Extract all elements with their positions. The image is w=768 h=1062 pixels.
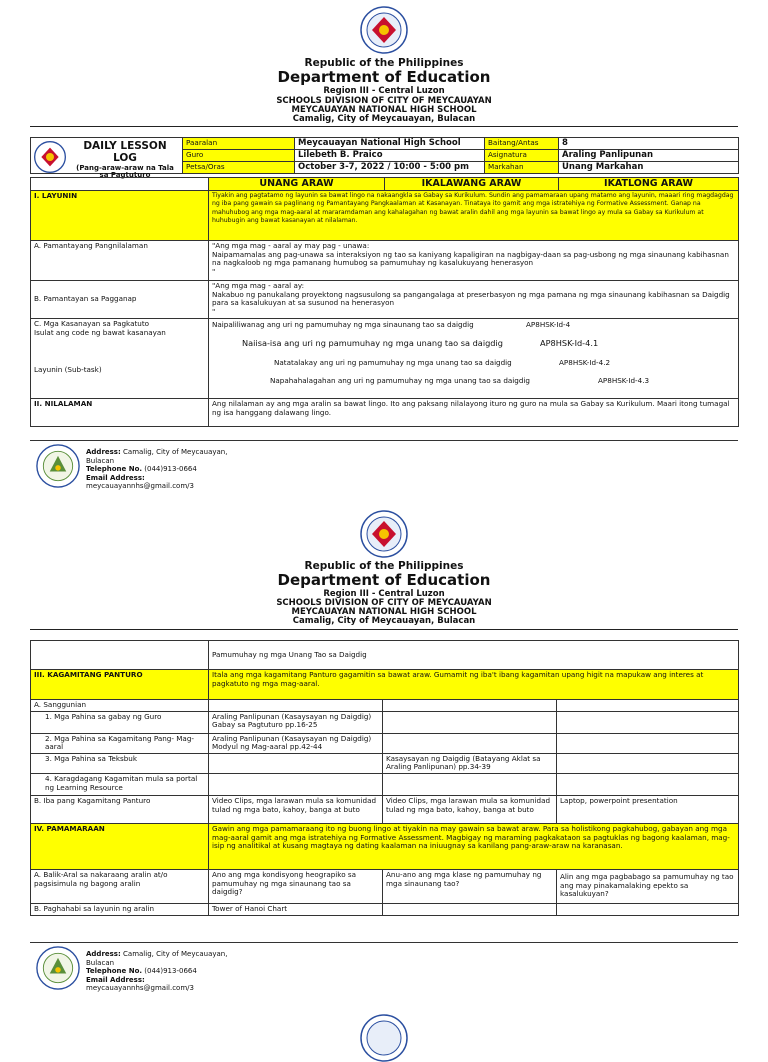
pangnilalaman-text1: "Ang mga mag - aaral ay may pag - unawa: [212,241,370,250]
school-text-page2: MEYCAUAYAN NATIONAL HIGH SCHOOL [291,607,477,617]
dll-subtitle-line1: (Pang-araw-araw na Tala [76,164,174,172]
footer1-divider [30,440,738,441]
telephone-value-page2: (044)913-0664 [144,967,197,976]
paaralan-label: Paaralan [183,138,295,150]
school-address-text-page2: Camalig, City of Meycauayan, Bulacan [292,616,476,626]
petsa-value: October 3-7, 2022 / 10:00 - 5:00 pm [295,162,485,174]
guro-label: Guro [183,150,295,162]
school-seal-icon [36,444,80,488]
header-divider-page2 [30,629,738,630]
pagganap-text1: "Ang mga mag - aaral ay: [212,281,305,290]
balik-day2: Anu-ano ang mga klase ng pamumuhay ng mga sinaunang tao? [383,869,557,903]
footer1 [36,444,256,500]
nilalaman-label: II. NILALAMAN [31,399,209,427]
school-address-text: Camalig, City of Meycauayan, Bulacan [292,114,476,124]
telephone-label-page2: Telephone No. [86,967,143,976]
kasanayan-label2: Isulat ang code ng bawat kasanayan [34,327,166,337]
kasanayan-3: Napahahalagahan ang uri ng pamumuhay ng mga unang tao sa daigdig [270,376,530,385]
markahan-value: Unang Markahan [559,162,739,174]
paaralan-value: Meycauayan National High School [295,138,485,150]
school-text: MEYCAUAYAN NATIONAL HIGH SCHOOL [291,105,477,115]
address-label: Address: [86,448,121,456]
teksbuk-label: 3. Mga Pahina sa Teksbuk [31,753,209,773]
telephone-value: (044)913-0664 [144,465,197,474]
republic-text: Republic of the Philippines [304,57,464,69]
baitang-value: 8 [559,138,739,150]
pamamaraan-text: Gawin ang mga pamamaraang ito ng buong lingo at tiyakin na may gawain sa bawat araw. Para sa holistikong pagkahubog, gabayan ang mga mag-aaral gamit ang mga istratehiya ng Formative Assessment. Magbigay ng maraming pagkakataon sa pagtuklas ng bagong kaalaman, mag-isip ng analitikal at kusang magtaya ng dating kaalaman na iniuugnay sa kanilang pang-araw-araw na karanasan. [209,823,739,869]
deped-seal-icon-page3 [360,1014,408,1062]
layunin-text: Tiyakin ang pagtatamo ng layunin sa bawat lingo na nakaangkla sa Gabay sa Kurikulum. Sundin ang pamamaraan upang matamo ang layunin, maaari ring magdagdag ng iba pang gawain sa paglinang ng Pamantayang Pangkaalaman at Kasanayan. Tinataya ito gamit ang mga istratehiya ng Formative Assessment. Ganap na mahuhubog ang mga mag-aaral at mararamdaman ang kahalagahan ng bawat aralin dahil ang mga layunin sa bawat lingo ay mula sa Gabay sa Kurikulum at huhubugin ang bawat kasanayan at nilalaman. [209,191,739,241]
asignatura-label: Asignatura [485,150,559,162]
school-seal-icon-page2 [36,946,80,990]
email-value: meycauayannhs@gmail.com/3 [86,482,194,491]
dll-title-line2: LOG [113,152,137,164]
kagamitang-label: 2. Mga Pahina sa Kagamitang Pang- Mag-aaral [31,733,209,753]
kagamitan-text: Itala ang mga kagamitang Panturo gagamitin sa bawat araw. Gumamit ng iba't ibang kagamitan upang higit na mapukaw ang interes at pagkatuto ng mga mag-aaral. [209,670,739,700]
balik-label: A. Balik-Aral sa nakaraang aralin at/o pagsisimula ng bagong aralin [31,869,209,903]
kasanayan-label-cell [31,319,209,399]
kasanayan-2: Natatalakay ang uri ng pamumuhay ng mga unang tao sa daigdig [274,358,512,367]
kasanayan-1-code: AP8HSK-Id-4.1 [540,338,599,348]
kasanayan-main: Naipaliliwanag ang uri ng pamumuhay ng mga sinaunang tao sa daigdig [212,320,474,329]
kasanayan-2-code: AP8HSK-Id-4.2 [559,358,611,367]
pangnilalaman-label: A. Pamantayang Pangnilalaman [31,241,209,281]
pangnilalaman-text3: " [212,266,216,276]
header-divider [30,126,738,127]
telephone-label: Telephone No. [86,465,143,474]
dll-info-table [30,137,739,179]
page1-content-table [30,177,739,427]
baitang-label: Baitang/Antas [485,138,559,150]
republic-text-page2: Republic of the Philippines [304,560,464,572]
region-text-page2: Region III - Central Luzon [323,589,445,599]
dll-title-line1: DAILY LESSON [83,140,167,152]
kasanayan-1: Naiisa-isa ang uri ng pamumuhay ng mga unang tao sa daigdig [242,338,503,348]
email-value-page2: meycauayannhs@gmail.com/3 [86,984,194,993]
sanggunian-label: A. Sanggunian [31,700,209,712]
markahan-label: Markahan [485,162,559,174]
pagganap-label: B. Pamantayan sa Pagganap [31,281,209,319]
pangnilalaman-cell [209,241,739,281]
deped-seal-icon-page2 [360,510,408,558]
kagamitan-label: III. KAGAMITANG PANTURO [31,670,209,700]
kasanayan-label1: C. Mga Kasanayan sa Pagkatuto [34,319,150,328]
address-value-page2: Camalig, City of Meycauayan, Bulacan [86,950,228,967]
day1-header: UNANG ARAW [209,178,385,191]
address-label-page2: Address: [86,950,121,958]
kagamitang-day1: Araling Panlipunan (Kasaysayan ng Daigdig) Modyul ng Mag-aaral pp.42-44 [209,733,383,753]
address-value: Camalig, City of Meycauayan, Bulacan [86,448,228,465]
kasanayan-cell [209,319,739,399]
pagganap-text3: " [212,306,216,316]
footer2 [36,946,256,1002]
layunin-label: I. LAYUNIN [31,191,209,241]
division-text-page2: SCHOOLS DIVISION OF CITY OF MEYCAUAYAN [276,598,492,608]
topic-text: Pamumuhay ng mga Unang Tao sa Daigdig [209,641,739,670]
iba-day3: Laptop, powerpoint presentation [557,795,739,823]
kasanayan-label3: Layunin (Sub-task) [34,365,102,374]
pagganap-text2: Nakabuo ng panukalang proyektong nagsusulong sa pangangalaga at preserbasyon ng mga pamana ng mga sinaunang kabihasnan sa Daigdig para sa kasalukuyan at sa susunod na henerasyon [212,289,730,308]
gabay-day1: Araling Panlipunan (Kasaysayan ng Daigdig) Gabay sa Pagtuturo pp.16-25 [209,711,383,733]
deped-seal-small-icon [34,141,66,173]
kasanayan-main-code: AP8HSK-Id-4 [526,320,571,329]
deped-seal-icon [360,6,408,54]
paghahabi-label: B. Paghahabi sa layunin ng aralin [31,903,209,915]
petsa-label: Petsa/Oras [183,162,295,174]
teksbuk-day2: Kasaysayan ng Daigdig (Batayang Aklat sa Araling Panlipunan) pp.34-39 [383,753,557,773]
pamamaraan-label: IV. PAMAMARAAN [31,823,209,869]
email-label-page2: Email Address: [86,975,145,984]
region-text: Region III - Central Luzon [323,86,445,96]
karagdagang-label: 4. Karagdagang Kagamitan mula sa portal ng Learning Resource [31,773,209,795]
iba-day1: Video Clips, mga larawan mula sa komunidad tulad ng mga bato, kahoy, banga at buto [209,795,383,823]
asignatura-value: Araling Panlipunan [559,150,739,162]
dll-title-cell [31,138,183,179]
balik-day1: Ano ang mga kondisyong heograpiko sa pamumuhay ng mga sinaunang tao sa daigdig? [209,869,383,903]
guro-value: Lilebeth B. Praico [295,150,485,162]
department-title-page2: Department of Education [277,571,491,589]
pagganap-cell [209,281,739,319]
division-text: SCHOOLS DIVISION OF CITY OF MEYCAUAYAN [276,96,492,106]
pangnilalaman-text2: Naipamamalas ang pag-unawa sa interaksiyon ng tao sa kaniyang kapaligiran na nagbigay-daan sa pag-usbong ng mga sinaunang kabihasnan na nagkaloob ng mga pamanang humubog sa pamumuhay ng kasalukuyang henerasyon [212,249,729,268]
iba-day2: Video Clips, mga larawan mula sa komunidad tulad ng mga bato, kahoy, banga at buto [383,795,557,823]
gabay-label: 1. Mga Pahina sa gabay ng Guro [31,711,209,733]
email-label: Email Address: [86,473,145,482]
kasanayan-3-code: AP8HSK-Id-4.3 [598,376,650,385]
iba-label: B. Iba pang Kagamitang Panturo [31,795,209,823]
dll-subtitle-line2: sa Pagtuturo [99,171,151,179]
nilalaman-text: Ang nilalaman ay ang mga aralin sa bawat lingo. Ito ang paksang nilalayong ituro ng guro na mula sa Gabay sa Kurikulum. Maari itong tumagal ng isa hanggang dalawang lingo. [209,399,739,427]
paghahabi-day1: Tower of Hanoi Chart [209,903,383,915]
department-title: Department of Education [277,68,491,86]
balik-day3: Alin ang mga pagbabago sa pamumuhay ng tao ang may pinakamalaking epekto sa kasalukuyan? [557,869,739,903]
day3-header: IKATLONG ARAW [559,178,739,191]
footer2-divider [30,942,738,943]
page2-content-table [30,640,739,916]
day2-header: IKALAWANG ARAW [385,178,559,191]
